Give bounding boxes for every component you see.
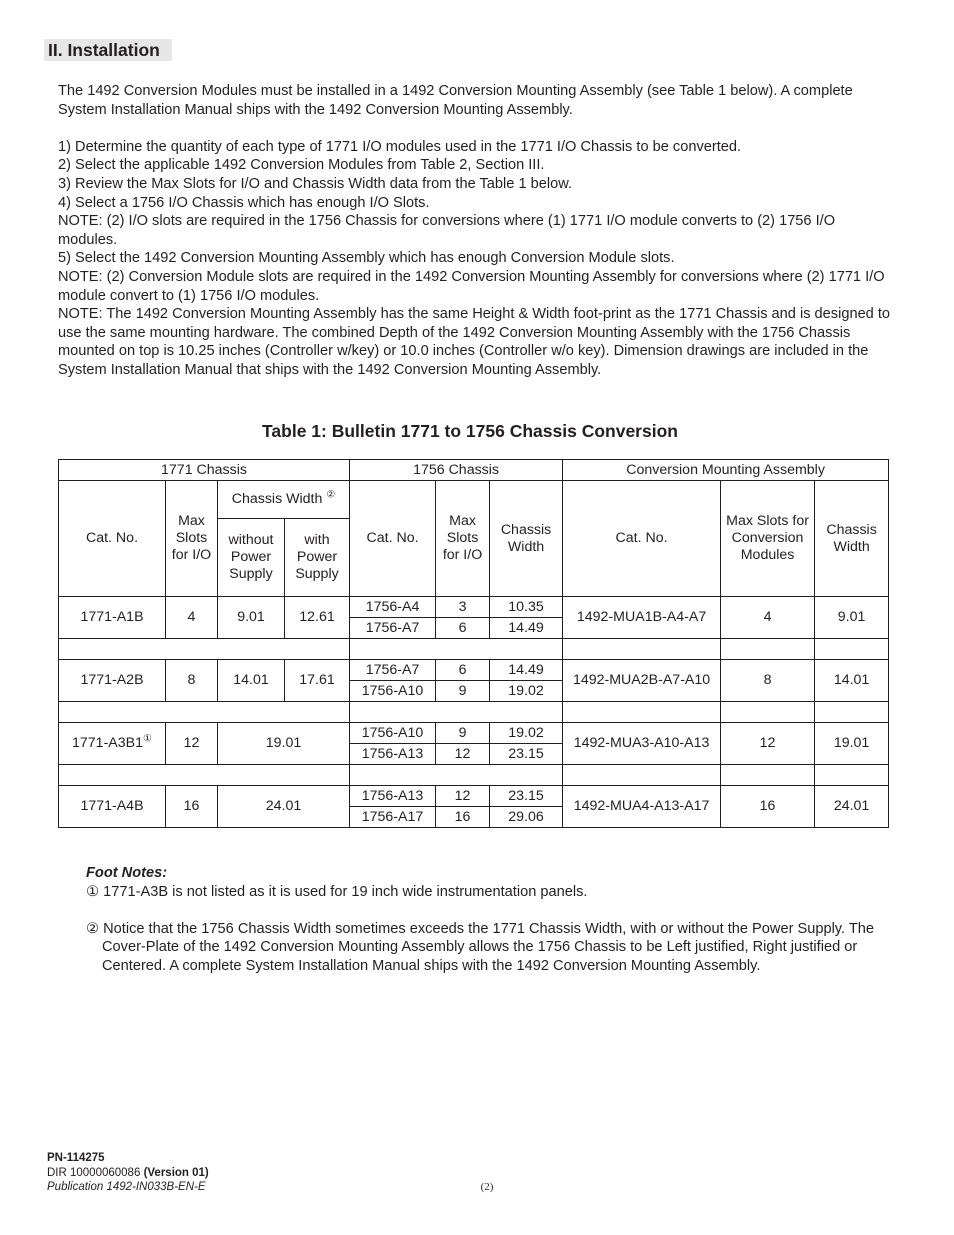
cell-1756-cat: 1756-A4 <box>350 597 436 618</box>
step-4: 4) Select a 1756 I/O Chassis which has enough I/O Slots. <box>58 194 430 211</box>
cell-1756-width: 14.49 <box>490 618 563 639</box>
cell-1756-width: 19.02 <box>490 681 563 702</box>
note-footprint: NOTE: The 1492 Conversion Mounting Assembly has the same Height & Width foot-print as the 1771 Chassis and is designed to use the same mounting hardware. The combined Depth of the 1492 Conversion Mounting Assembly with the 1756 Chassis mounted on top is 10.25 inches (Controller w/key) or 10.0 inches (Controller w/o key). Dimension drawings are included in the System Installation Manual that ships with the 1492 Conversion Mounting Assembly. <box>58 306 891 378</box>
cell-1771-cat: 1771-A1B <box>59 597 166 639</box>
publication-number: Publication 1492-IN033B-EN-E <box>47 1181 206 1193</box>
cell-1756-cat: 1756-A17 <box>350 807 436 828</box>
footnote-1: ① 1771-A3B is not listed as it is used for 19 inch wide instrumentation panels. <box>86 883 588 900</box>
table-row <box>59 597 889 618</box>
table-spacer-row <box>59 639 889 660</box>
header-1756-chassis-width: Chassis Width <box>490 481 563 597</box>
footnote-2: ② Notice that the 1756 Chassis Width sometimes exceeds the 1771 Chassis Width, with or without the Power Supply. The Cover-Plate of the 1492 Conversion Mounting Assembly allows the 1756 Chassis to be Left justified, Right justified or Centered. A complete System Installation Manual ships with the 1492 Conversion Mounting Assembly. <box>86 920 875 974</box>
cell-cma-slots: 12 <box>721 723 815 765</box>
cell-cma-slots: 4 <box>721 597 815 639</box>
cell-1771-slots: 12 <box>166 723 218 765</box>
cell-1756-width: 10.35 <box>490 597 563 618</box>
cell-1756-slots: 3 <box>436 597 490 618</box>
cell-1756-slots: 12 <box>436 744 490 765</box>
cell-cma-cat: 1492-MUA1B-A4-A7 <box>563 597 721 639</box>
cell-cma-cat: 1492-MUA4-A13-A17 <box>563 786 721 828</box>
intro-paragraph: The 1492 Conversion Modules must be installed in a 1492 Conversion Mounting Assembly (see Table 1 below). A complete System Installation Manual ships with the 1492 Conversion Mounting Assembly. <box>58 83 853 118</box>
cell-cma-width: 19.01 <box>815 723 889 765</box>
cell-chassis-width: 24.01 <box>218 786 350 828</box>
step-3: 3) Review the Max Slots for I/O and Chassis Width data from the Table 1 below. <box>58 175 572 192</box>
cell-1756-cat: 1756-A10 <box>350 681 436 702</box>
page-number: (2) <box>480 1181 494 1193</box>
table-row <box>59 723 889 744</box>
cell-1771-slots: 8 <box>166 660 218 702</box>
cell-cma-width: 24.01 <box>815 786 889 828</box>
section-heading: II. Installation <box>44 39 172 61</box>
cell-1756-cat: 1756-A7 <box>350 660 436 681</box>
header-with-power-supply: with Power Supply <box>285 519 350 597</box>
cell-1756-width: 23.15 <box>490 786 563 807</box>
cell-1771-slots: 4 <box>166 597 218 639</box>
cell-1756-width: 19.02 <box>490 723 563 744</box>
cell-cma-width: 9.01 <box>815 597 889 639</box>
cell-1756-slots: 9 <box>436 681 490 702</box>
cell-chassis-width: 19.01 <box>218 723 350 765</box>
header-1771-cat-no: Cat. No. <box>59 481 166 597</box>
note-io-slots: NOTE: (2) I/O slots are required in the 1756 Chassis for conversions where (1) 1771 I/O module converts to (2) 1756 I/O modules. <box>58 213 836 248</box>
footnotes <box>86 864 896 976</box>
cell-1756-slots: 6 <box>436 618 490 639</box>
cell-width-without-ps: 9.01 <box>218 597 285 639</box>
header-cma-cat-no: Cat. No. <box>563 481 721 597</box>
table-row <box>59 660 889 681</box>
cell-1756-width: 14.49 <box>490 660 563 681</box>
cell-width-with-ps: 17.61 <box>285 660 350 702</box>
chassis-conversion-table <box>58 459 889 828</box>
header-cma-max-slots: Max Slots for Conversion Modules <box>721 481 815 597</box>
cell-1756-slots: 6 <box>436 660 490 681</box>
table-row <box>59 786 889 807</box>
header-cma-chassis-width: Chassis Width <box>815 481 889 597</box>
step-2: 2) Select the applicable 1492 Conversion Modules from Table 2, Section III. <box>58 157 545 174</box>
cell-1771-cat: 1771-A3B1① <box>59 723 166 765</box>
cell-width-without-ps: 14.01 <box>218 660 285 702</box>
step-5: 5) Select the 1492 Conversion Mounting Assembly which has enough Conversion Module slots. <box>58 250 675 267</box>
table-title: Table 1: Bulletin 1771 to 1756 Chassis Conversion <box>262 421 678 441</box>
table-header-row <box>59 481 889 519</box>
table-spacer-row <box>59 765 889 786</box>
header-without-power-supply: without Power Supply <box>218 519 285 597</box>
cell-1756-cat: 1756-A7 <box>350 618 436 639</box>
header-1756-cat-no: Cat. No. <box>350 481 436 597</box>
cell-1756-slots: 16 <box>436 807 490 828</box>
part-number: PN-114275 <box>47 1152 105 1164</box>
cell-1771-cat: 1771-A4B <box>59 786 166 828</box>
table-group-header-row <box>59 460 889 481</box>
version-label: (Version 01) <box>143 1166 209 1179</box>
group-conversion-mounting-assembly: Conversion Mounting Assembly <box>563 460 889 481</box>
header-1771-max-slots: Max Slots for I/O <box>166 481 218 597</box>
cell-1756-slots: 9 <box>436 723 490 744</box>
cell-1771-slots: 16 <box>166 786 218 828</box>
footnote-mark-1: ① <box>143 733 152 745</box>
table-spacer-row <box>59 702 889 723</box>
cell-cma-slots: 8 <box>721 660 815 702</box>
cell-cma-cat: 1492-MUA3-A10-A13 <box>563 723 721 765</box>
dir-number: DIR 10000060086 (Version 01) <box>47 1166 209 1179</box>
cell-1756-width: 29.06 <box>490 807 563 828</box>
footnote-mark-2: ② <box>326 489 336 501</box>
group-1756-chassis: 1756 Chassis <box>350 460 563 481</box>
cell-cma-width: 14.01 <box>815 660 889 702</box>
cell-cma-cat: 1492-MUA2B-A7-A10 <box>563 660 721 702</box>
cell-1756-cat: 1756-A10 <box>350 723 436 744</box>
cell-1756-width: 23.15 <box>490 744 563 765</box>
footnotes-title: Foot Notes: <box>86 865 168 881</box>
step-1: 1) Determine the quantity of each type of 1771 I/O modules used in the 1771 I/O Chassis to be converted. <box>58 138 742 155</box>
cell-1756-cat: 1756-A13 <box>350 786 436 807</box>
cell-1756-slots: 12 <box>436 786 490 807</box>
cell-1756-cat: 1756-A13 <box>350 744 436 765</box>
cell-cma-slots: 16 <box>721 786 815 828</box>
header-chassis-width: Chassis Width ② <box>218 481 350 519</box>
header-1756-max-slots: Max Slots for I/O <box>436 481 490 597</box>
installation-text <box>58 82 898 380</box>
group-1771-chassis: 1771 Chassis <box>59 460 350 481</box>
cell-width-with-ps: 12.61 <box>285 597 350 639</box>
note-module-slots: NOTE: (2) Conversion Module slots are required in the 1492 Conversion Mounting Assembly for conversions where (2) 1771 I/O module convert to (1) 1756 I/O modules. <box>58 268 885 304</box>
cell-1771-cat: 1771-A2B <box>59 660 166 702</box>
